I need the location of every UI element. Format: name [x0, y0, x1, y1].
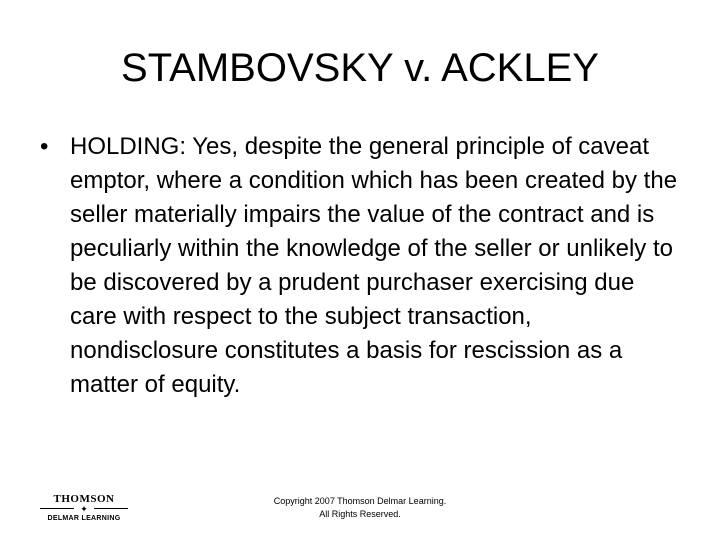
- bullet-item: [40, 130, 680, 402]
- bullet-list: [40, 130, 680, 402]
- thomson-delmar-logo: [40, 493, 128, 527]
- copyright-line-1: Copyright 2007 Thomson Delmar Learning.: [273, 496, 447, 506]
- copyright-notice: [200, 495, 520, 521]
- slide-title: STAMBOVSKY v. ACKLEY: [121, 46, 599, 90]
- bullet-marker: •: [40, 133, 49, 160]
- bullet-text: HOLDING: Yes, despite the general principle of caveat emptor, where a condition which has been created by the seller materially impairs the value of the contract and is peculiarly within the knowledge of the seller or unlikely to be discovered by a prudent purchaser exercising due care with respect to the subject transaction, nondisclosure constitutes a basis for rescission as a matter of equity.: [70, 133, 678, 398]
- logo-top-text: THOMSON: [53, 493, 115, 505]
- logo-rule-right: [94, 508, 128, 509]
- logo-star-icon: ✦: [80, 504, 88, 514]
- logo-bottom-text: DELMAR LEARNING: [47, 515, 121, 522]
- copyright-line-2: All Rights Reserved.: [319, 509, 401, 519]
